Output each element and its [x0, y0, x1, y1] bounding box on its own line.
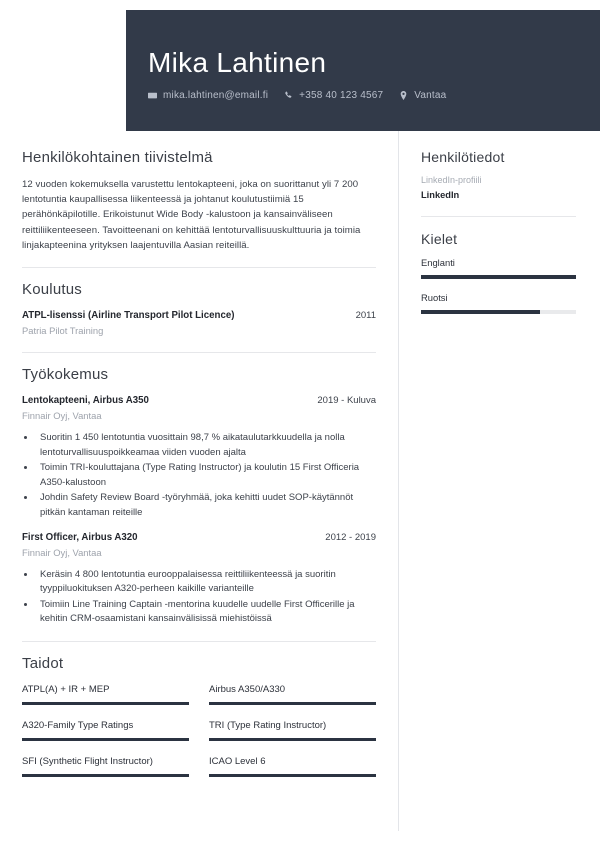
personal-field-linkedin: [421, 174, 576, 202]
section-experience: [22, 366, 376, 627]
experience-entry-title: Lentokapteeni, Airbus A350: [22, 395, 149, 407]
candidate-name: Mika Lahtinen: [148, 47, 327, 78]
languages-title: Kielet: [421, 231, 458, 247]
experience-title: Työkokemus: [22, 366, 109, 384]
experience-entry-date: 2012 - 2019: [325, 531, 376, 543]
divider-after-summary: [22, 267, 376, 268]
skill-item: [22, 683, 189, 705]
skill-label: ICAO Level 6: [209, 755, 266, 767]
contact-phone[interactable]: [284, 90, 383, 101]
skill-bar-fill: [209, 702, 376, 705]
experience-entry-date: 2019 - Kuluva: [317, 395, 376, 407]
skill-bar-fill: [22, 738, 189, 741]
list-item: • Toimin TRI-kouluttajana (Type Rating Instructor) ja koulutin 15 First Officeria A350-kalustoon: [36, 461, 376, 490]
summary-title: Henkilökohtainen tiivistelmä: [22, 149, 213, 166]
language-bar: [421, 275, 576, 279]
education-entry-title: ATPL-lisenssi (Airline Transport Pilot Licence): [22, 310, 235, 322]
contact-phone-text: +358 40 123 4567: [299, 90, 384, 101]
experience-entry-head: [22, 394, 376, 408]
skill-bar-fill: [22, 774, 189, 777]
skill-label: TRI (Type Rating Instructor): [209, 719, 327, 731]
main-column: [0, 131, 398, 831]
skill-bar-fill: [209, 738, 376, 741]
skill-label: Airbus A350/A330: [209, 683, 286, 695]
section-skills: [22, 655, 376, 777]
education-entry-school: Patria Pilot Training: [22, 325, 104, 337]
skill-bar: [209, 774, 376, 777]
language-name: Englanti: [421, 257, 455, 268]
experience-entry: [22, 394, 376, 521]
language-item: [421, 291, 576, 314]
skill-label: A320-Family Type Ratings: [22, 719, 134, 731]
experience-bullets: [36, 568, 376, 627]
experience-entry-company: Finnair Oyj, Vantaa: [22, 546, 102, 558]
skill-bar: [22, 702, 189, 705]
education-entry-head: [22, 309, 376, 323]
list-item: • Johdin Safety Review Board -työryhmää, joka kehitti uudet SOP-käytännöt pitkän kantaman reiteille: [36, 491, 376, 520]
experience-bullets: [36, 431, 376, 521]
education-title: Koulutus: [22, 281, 82, 299]
divider-sidebar: [421, 216, 576, 217]
section-education: [22, 281, 376, 338]
section-languages: [421, 231, 576, 314]
language-bar-fill: [421, 310, 540, 314]
divider-after-experience: [22, 641, 376, 642]
divider-after-education: [22, 352, 376, 353]
list-item: • Toimiin Line Training Captain -mentorina kuudelle uudelle First Officerille ja kehitin CRM-osaamistani kansainvälisissä miehistöissä: [36, 598, 376, 627]
contact-row: [148, 90, 600, 101]
summary-text: 12 vuoden kokemuksella varustettu lentokapteeni, joka on suorittanut yli 7 200 lentotuntia kaupallisessa liikenteessä ja johtanut koulutustiimiä 15 perähönkäpilotille. Erikoistunut Wide Body -kalustoon ja kansainväliseen reittiliikenteeseen. Tavoitteenani on kehittää lentoturvallisuuskulttuuria ja toimia linjakapteenina yrityksen laajentuvilla Aasian reiteillä.: [22, 179, 361, 251]
email-icon: [148, 91, 157, 100]
skills-title: Taidot: [22, 654, 64, 672]
skill-bar: [22, 774, 189, 777]
list-item: • Keräsin 4 800 lentotuntia eurooppalaisessa reittiliikenteessä ja suoritin tyyppiluokituksen A320-perheen kaikille varianteille: [36, 568, 376, 597]
skill-item: [209, 719, 376, 741]
skill-bar-fill: [209, 774, 376, 777]
experience-entry-company: Finnair Oyj, Vantaa: [22, 410, 102, 422]
language-bar: [421, 310, 576, 314]
skill-bar: [22, 738, 189, 741]
sidebar-column: [398, 131, 600, 831]
skill-item: [209, 683, 376, 705]
skills-grid: [22, 683, 376, 777]
skill-item: [22, 755, 189, 777]
skill-label: ATPL(A) + IR + MEP: [22, 683, 110, 695]
list-item: • Suoritin 1 450 lentotuntia vuosittain 98,7 % aikataulutarkkuudella ja nolla lentoturvallisuuspoikkeamaa viiden vuoden ajalta: [36, 431, 376, 460]
contact-location-text: Vantaa: [414, 90, 447, 101]
personal-details-title: Henkilötiedot: [421, 149, 505, 165]
skill-bar: [209, 738, 376, 741]
education-entry: [22, 309, 376, 338]
phone-icon: [284, 91, 293, 100]
location-pin-icon: [399, 91, 408, 100]
experience-entry: [22, 531, 376, 627]
language-bar-fill: [421, 275, 576, 279]
language-name: Ruotsi: [421, 292, 448, 303]
personal-field-value[interactable]: LinkedIn: [421, 190, 460, 200]
experience-entry-head: [22, 531, 376, 545]
experience-entry-title: First Officer, Airbus A320: [22, 531, 138, 543]
skill-bar: [209, 702, 376, 705]
personal-field-label: LinkedIn-profiili: [421, 175, 482, 185]
education-entry-date: 2011: [355, 310, 376, 322]
skill-bar-fill: [22, 702, 189, 705]
resume-header: [126, 10, 600, 131]
section-summary: [22, 149, 376, 253]
resume-body: [0, 131, 600, 831]
contact-email[interactable]: [148, 90, 268, 101]
contact-email-text: mika.lahtinen@email.fi: [163, 90, 269, 101]
skill-label: SFI (Synthetic Flight Instructor): [22, 755, 153, 767]
section-personal-details: [421, 149, 576, 202]
contact-location: [399, 90, 446, 101]
skill-item: [22, 719, 189, 741]
skill-item: [209, 755, 376, 777]
language-item: [421, 256, 576, 279]
